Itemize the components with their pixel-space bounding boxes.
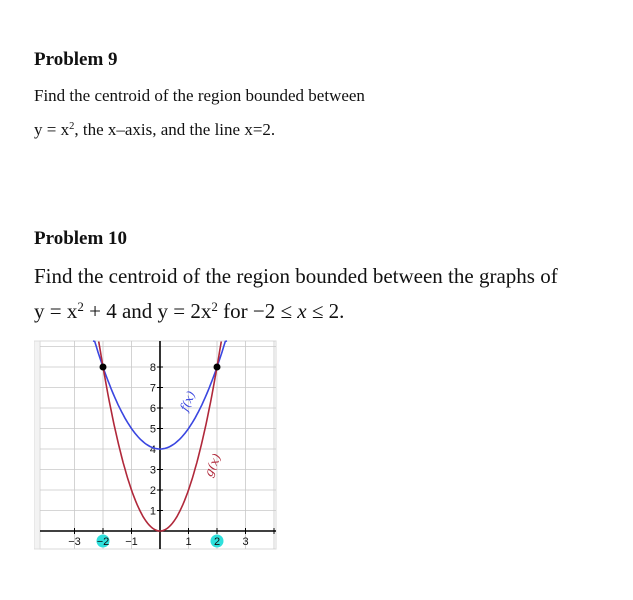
problem10-eq1-exponent: 2 xyxy=(77,298,84,314)
problem9-equation xyxy=(34,120,275,140)
problem10-range-end: ≤ 2. xyxy=(306,299,345,323)
intersection-point xyxy=(214,364,221,371)
plot-frame xyxy=(40,341,276,549)
x-tick-label: 1 xyxy=(185,536,192,548)
function-graph xyxy=(34,337,284,557)
y-tick-label: 6 xyxy=(149,403,156,415)
problem10-equation xyxy=(34,299,344,324)
x-tick-label: 3 xyxy=(242,536,249,548)
y-tick-label: 1 xyxy=(149,505,156,518)
problem9-eq-rest: , the x–axis, and the line x=2. xyxy=(74,120,276,139)
intersection-point xyxy=(100,364,107,371)
problem10-eq1-rest: + 4 and y = 2x xyxy=(83,299,212,323)
problem9-text: Find the centroid of the region bounded between xyxy=(34,86,365,105)
problem10-range-prefix: for −2 ≤ xyxy=(217,299,298,323)
problem10-text: Find the centroid of the region bounded between the graphs of xyxy=(34,264,558,288)
curve-g-label: g(x) xyxy=(201,451,225,479)
curve-f-label: f(x) xyxy=(177,388,199,414)
y-tick-label: 5 xyxy=(149,423,156,436)
x-tick-label: −2 xyxy=(96,536,110,548)
y-tick-label: 2 xyxy=(149,485,156,497)
x-tick-label: −3 xyxy=(68,536,81,548)
y-tick-label: 7 xyxy=(149,382,156,395)
problem9-eq-exponent: 2 xyxy=(69,121,75,133)
problem10-heading: Problem 10 xyxy=(34,228,128,249)
plot-side-strip xyxy=(34,341,40,549)
problem10-eq1-base: y = x xyxy=(34,299,78,323)
x-tick-label: 2 xyxy=(213,536,221,548)
y-tick-label: 8 xyxy=(149,362,156,374)
problem10-range-variable: x xyxy=(297,299,307,323)
y-tick-label: 4 xyxy=(149,444,156,456)
problem9-heading: Problem 9 xyxy=(34,49,118,70)
y-tick-label: 3 xyxy=(149,464,156,477)
x-tick-label: −1 xyxy=(125,536,138,548)
problem9-eq-base: y = x xyxy=(34,120,70,139)
problem10-eq2-exponent: 2 xyxy=(211,298,218,314)
